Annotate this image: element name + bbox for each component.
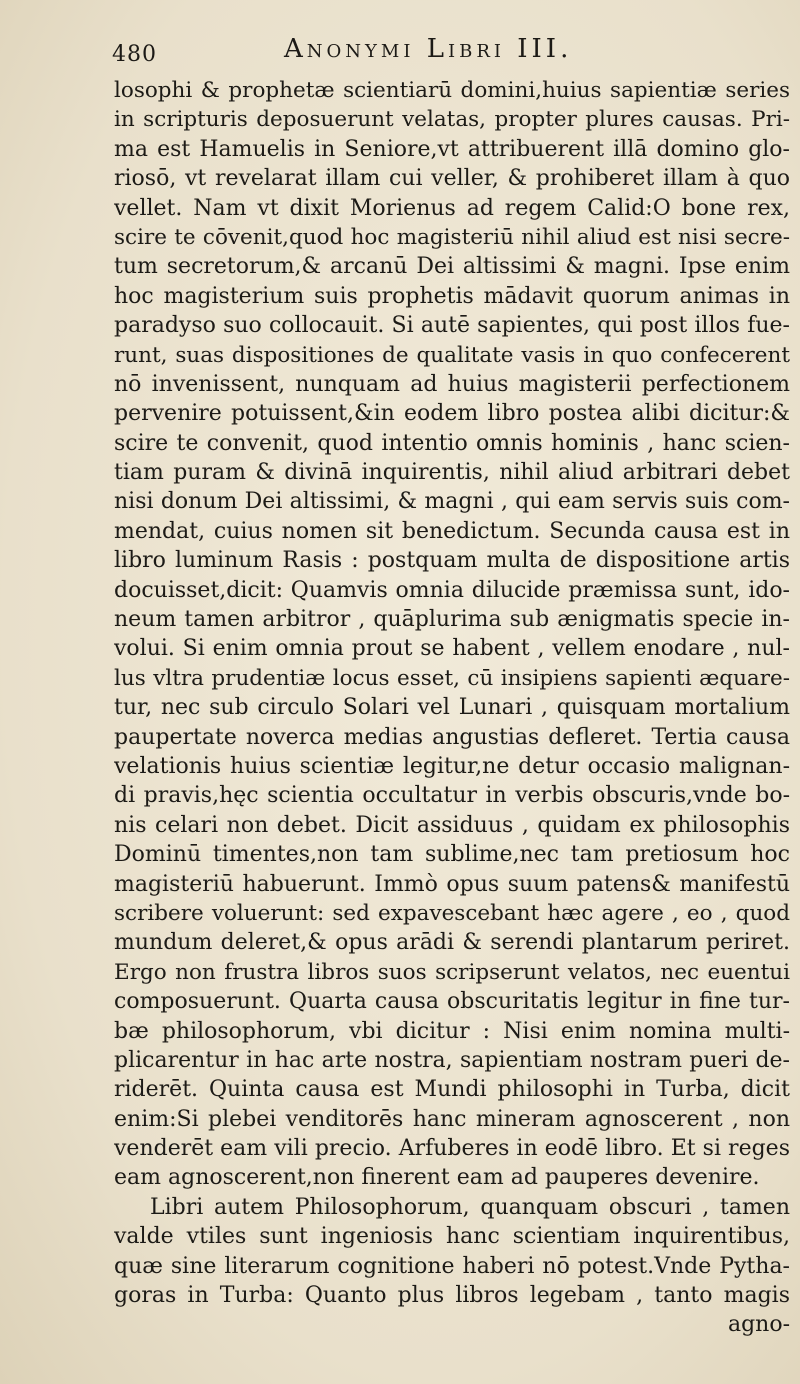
text-line: lus vltra prudentiæ locus esset, cū insipiens sapienti æquare- [114,665,790,691]
text-line: ma est Hamuelis in Seniore,vt attribuerent illā domino glo- [114,136,790,162]
text-line: goras in Turba: Quanto plus libros legebam , tanto magis [114,1283,790,1309]
text-line: nō invenissent, nunquam ad huius magisterii perfectionem [114,371,790,397]
text-line: volui. Si enim omnia prout se habent , vellem enodare , nul- [114,636,790,662]
text-line: nis celari non debet. Dicit assiduus , quidam ex philosophis [114,812,790,838]
text-line: composuerunt. Quarta causa obscuritatis legitur in fine tur- [114,989,790,1015]
text-line: scribere voluerunt: sed expavescebant hæc agere , eo , quod [114,900,790,926]
text-line: paupertate noverca medias angustias defleret. Tertia causa [114,724,790,750]
text-line: hoc magisterium suis prophetis mādavit quorum animas in [114,283,790,309]
text-line: tum secretorum,& arcanū Dei altissimi & magni. Ipse enim [114,254,790,280]
text-line: velationis huius scientiæ legitur,ne detur occasio malignan- [114,753,790,779]
text-line: enim:Si plebei venditorēs hanc mineram agnoscerent , non [114,1106,790,1132]
running-head: Anonymi Libri III. [284,34,573,64]
text-line: tur, nec sub circulo Solari vel Lunari , quisquam mortalium [114,695,790,721]
text-line: mundum deleret,& opus arādi & serendi plantarum periret. [114,930,790,956]
text-line: scire te convenit, quod intentio omnis hominis , hanc scien- [114,430,790,456]
text-line: docuisset,dicit: Quamvis omnia dilucide præmissa sunt, ido- [114,577,790,603]
text-line: plicarentur in hac arte nostra, sapientiam nostram pueri de- [114,1047,790,1073]
text-line: valde vtiles sunt ingeniosis hanc scientiam inquirentibus, [114,1224,790,1250]
text-line: Libri autem Philosophorum, quanquam obscuri , tamen [150,1194,790,1220]
text-line: riosō, vt revelarat illam cui veller, & prohiberet illam à quo [114,166,790,192]
text-line: quæ sine literarum cognitione haberi nō potest.Vnde Pytha- [114,1253,790,1279]
text-line: runt, suas dispositiones de qualitate vasis in quo confecerent [114,342,790,368]
text-line: mendat, cuius nomen sit benedictum. Secunda causa est in [114,518,790,544]
page-number: 480 [112,42,157,67]
catchword: agno- [727,1312,790,1338]
text-line: vellet. Nam vt dixit Morienus ad regem Calid:O bone rex, [114,195,790,221]
text-line: bæ philosophorum, vbi dicitur : Nisi enim nomina multi- [114,1018,790,1044]
text-line: di pravis,hęc scientia occultatur in verbis obscuris,vnde bo- [114,783,790,809]
text-line: tiam puram & divinā inquirentis, nihil aliud arbitrari debet [114,460,790,486]
page-header [112,30,782,70]
text-line: pervenire potuissent,&in eodem libro postea alibi dicitur:& [114,401,790,427]
text-line: libro luminum Rasis : postquam multa de dispositione artis [114,548,790,574]
text-line: Dominū timentes,non tam sublime,nec tam pretiosum hoc [114,842,790,868]
text-line: magisteriū habuerunt. Immò opus suum patens& manifestū [114,871,790,897]
body-text [114,76,790,1340]
text-line: paradyso suo collocauit. Si autē sapientes, qui post illos fue- [114,313,790,339]
text-line: eam agnoscerent,non finerent eam ad pauperes devenire. [114,1165,760,1191]
text-line: neum tamen arbitror , quāplurima sub ænigmatis specie in- [114,607,790,633]
text-line: Ergo non frustra libros suos scripserunt velatos, nec euentui [114,959,790,985]
text-line: in scripturis deposuerunt velatas, propter plures causas. Pri- [114,107,790,133]
text-line: nisi donum Dei altissimi, & magni , qui eam servis suis com- [114,489,790,515]
text-line: venderēt eam vili precio. Arfuberes in eodē libro. Et si reges [114,1136,790,1162]
text-line: riderēt. Quinta causa est Mundi philosophi in Turba, dicit [114,1077,790,1103]
text-line: scire te cōvenit,quod hoc magisteriū nihil aliud est nisi secre- [114,224,790,250]
text-line: losophi & prophetæ scientiarū domini,huius sapientiæ series [114,78,790,103]
